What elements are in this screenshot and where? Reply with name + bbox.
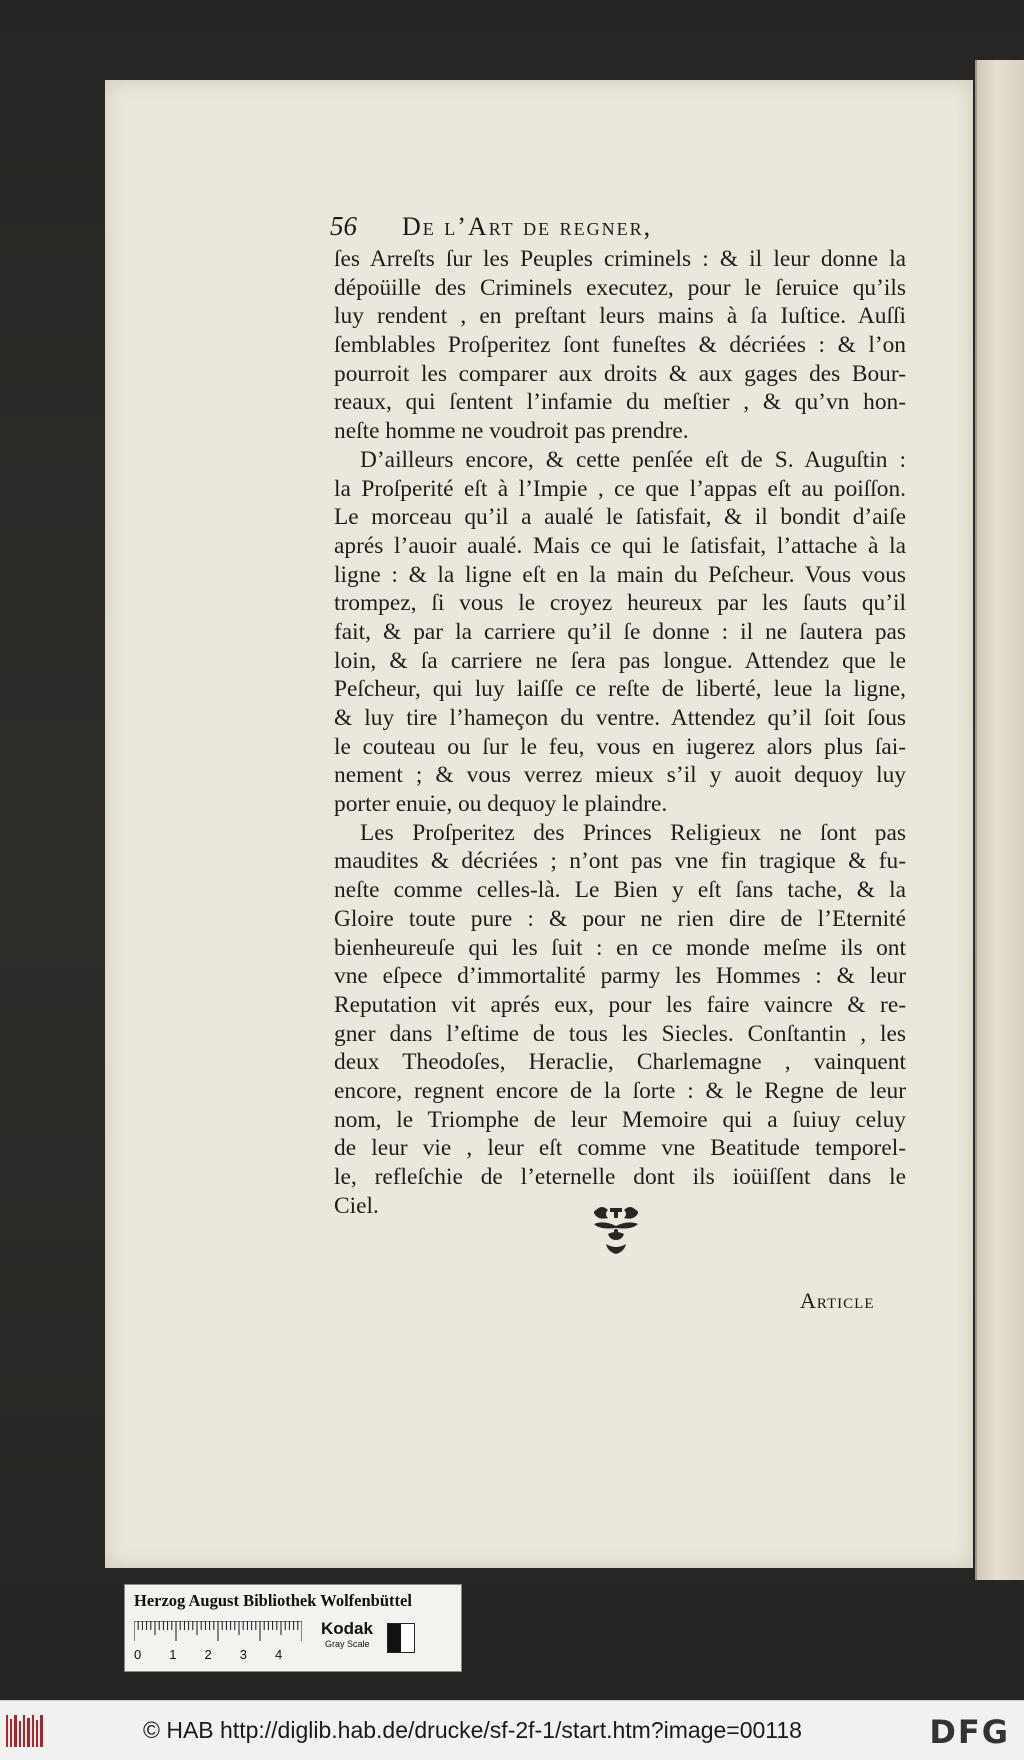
text-line: & luy tire l’hameçon du ventre. Attendez qu’il ſoit ſous: [334, 705, 906, 731]
text-line: bienheureuſe qui les ſuit : en ce monde meſme ils ont: [334, 934, 906, 961]
text-line: neſte homme ne voudroit pas prendre.: [334, 418, 689, 445]
footer-bar: [0, 1700, 1024, 1760]
text-line: Peſcheur, qui luy laiſſe ce reſte de liberté, leue la ligne,: [334, 676, 906, 703]
library-name: Herzog August Bibliothek Wolfenbüttel: [134, 1591, 412, 1610]
measurement-ruler: [134, 1621, 302, 1643]
text-line: maudites & décriées ; n’ont pas vne fin tragique & fu-: [334, 848, 906, 875]
ruler-number: 4: [274, 1647, 283, 1662]
text-line: neſte comme celles-là. Le Bien y eſt ſans tache, & la: [334, 877, 906, 904]
text-line: dépoüille des Criminels executez, pour le ſeruice qu’ils: [334, 274, 906, 301]
page-number: 56: [330, 211, 357, 241]
text-line: le, refleſchie de l’eternelle dont ils ioüiſſent dans le: [334, 1164, 906, 1190]
text-line: encore, regnent encore de la ſorte : & le Regne de leur: [334, 1077, 906, 1104]
ruler-numbers: [134, 1647, 314, 1662]
source-url[interactable]: © HAB http://diglib.hab.de/drucke/sf-2f-1/start.htm?image=00118: [143, 1717, 802, 1743]
text-line: ſes Arreſts ſur les Peuples criminels : & il leur donne la: [334, 246, 906, 272]
ruler-number: 1: [169, 1647, 177, 1662]
text-line: trompez, ſi vous le croyez heureux par les ſauts qu’il: [334, 590, 906, 617]
text-line: fait, & par la carriere qu’il ſe donne : il ne ſautera pas: [334, 618, 906, 645]
text-line: Gloire toute pure : & pour ne rien dire de l’Eternité: [334, 905, 906, 932]
text-line: Le morceau qu’il a aualé le ſatisfait, & il bondit d’aiſe: [334, 504, 906, 531]
text-line: pourroit les comparer aux droits & aux gages des Bour-: [334, 360, 906, 387]
ruler-number: 0: [134, 1647, 142, 1662]
barcode-logo: [6, 1715, 46, 1747]
body-text: [334, 245, 906, 1220]
text-line: reaux, qui ſentent l’infamie du meſtier , & qu’vn hon-: [334, 389, 906, 416]
text-line: nement ; & vous verrez mieux s’il y auoit dequoy luy: [334, 762, 906, 789]
text-line: deux Theodoſes, Heraclie, Charlemagne , vainquent: [334, 1049, 906, 1076]
text-line: luy rendent , en preſtant leurs mains à ſa Iuſtice. Auſſi: [334, 303, 906, 330]
text-line: la Proſperité eſt à l’Impie , ce que l’appas eſt au poiſſon.: [334, 475, 906, 502]
text-line: D’ailleurs encore, & cette penſée eſt de S. Auguſtin :: [360, 446, 906, 473]
ruler-number: 2: [204, 1647, 212, 1662]
color-scale-card: [124, 1584, 462, 1672]
printer-ornament: [590, 1204, 642, 1258]
text-line: de leur vie , leur eſt comme vne Beatitude temporel-: [334, 1135, 906, 1162]
running-head: [330, 211, 820, 245]
text-line: loin, & ſa carriere ne ſera pas longue. Attendez que le: [334, 647, 906, 674]
text-line: ligne : & la ligne eſt en la main du Peſcheur. Vous vous: [334, 561, 906, 588]
text-line: Les Proſperitez des Princes Religieux ne ſont pas: [360, 819, 906, 846]
text-line: aprés l’auoir aualé. Mais ce qui le ſatisfait, l’attache à la: [334, 532, 906, 559]
ruler-number: 3: [239, 1647, 247, 1662]
text-line: porter enuie, ou dequoy le plaindre.: [334, 791, 668, 818]
text-line: gner dans l’eſtime de tous les Siecles. Conſtantin , les: [334, 1020, 906, 1047]
text-line: vne eſpece d’immortalité parmy les Hommes : & leur: [334, 963, 906, 990]
text-line: Ciel.: [334, 1192, 379, 1219]
gray-scale-label: Gray Scale: [325, 1639, 370, 1649]
running-head-title: De l’Art de regner,: [402, 212, 653, 241]
text-line: Reputation vit aprés eux, pour les faire vaincre & re-: [334, 991, 906, 1018]
text-line: le couteau ou ſur le feu, vous en iugerez alors plus ſai-: [334, 733, 906, 760]
kodak-label: Kodak: [321, 1619, 373, 1638]
gray-swatch: [387, 1623, 415, 1653]
text-line: nom, le Triomphe de leur Memoire qui a ſuiuy celuy: [334, 1106, 906, 1133]
dfg-logo: DFG: [929, 1713, 1010, 1751]
catchword: Article: [800, 1288, 875, 1313]
text-line: ſemblables Proſperitez ſont funeſtes & décriées : & l’on: [334, 332, 906, 359]
adjacent-page-edge: [975, 60, 1024, 1580]
